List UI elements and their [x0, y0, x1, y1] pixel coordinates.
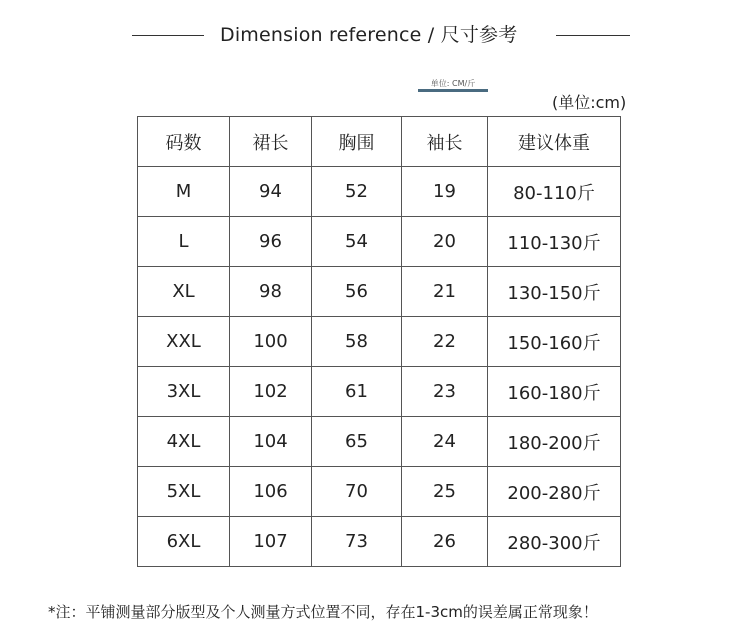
table-cell: XXL: [138, 317, 230, 367]
table-row: [138, 167, 621, 217]
column-header: 裙长: [230, 117, 312, 167]
column-header: 码数: [138, 117, 230, 167]
table-cell: 20: [402, 217, 488, 267]
table-cell: 280-300斤: [488, 517, 621, 567]
table-cell: 5XL: [138, 467, 230, 517]
page-title: Dimension reference / 尺寸参考: [220, 24, 518, 46]
table-cell: 180-200斤: [488, 417, 621, 467]
header-divider-right: [556, 35, 630, 36]
table-cell: 52: [312, 167, 402, 217]
table-cell: 98: [230, 267, 312, 317]
unit-badge: 单位: CM/斤: [418, 78, 488, 92]
size-table: [137, 116, 621, 567]
table-cell: 200-280斤: [488, 467, 621, 517]
header-divider-left: [132, 35, 204, 36]
table-cell: 104: [230, 417, 312, 467]
table-row: [138, 267, 621, 317]
table-cell: 4XL: [138, 417, 230, 467]
table-cell: 106: [230, 467, 312, 517]
table-cell: 80-110斤: [488, 167, 621, 217]
table-cell: 70: [312, 467, 402, 517]
table-cell: 3XL: [138, 367, 230, 417]
table-cell: 22: [402, 317, 488, 367]
table-cell: 160-180斤: [488, 367, 621, 417]
table-cell: 6XL: [138, 517, 230, 567]
table-cell: 24: [402, 417, 488, 467]
table-cell: 56: [312, 267, 402, 317]
table-cell: L: [138, 217, 230, 267]
table-cell: 130-150斤: [488, 267, 621, 317]
table-cell: 21: [402, 267, 488, 317]
table-cell: 65: [312, 417, 402, 467]
table-row: [138, 217, 621, 267]
table-row: [138, 367, 621, 417]
table-cell: 23: [402, 367, 488, 417]
table-cell: 73: [312, 517, 402, 567]
table-cell: XL: [138, 267, 230, 317]
table-cell: 102: [230, 367, 312, 417]
table-cell: 110-130斤: [488, 217, 621, 267]
table-cell: 107: [230, 517, 312, 567]
column-header: 胸围: [312, 117, 402, 167]
table-row: [138, 417, 621, 467]
table-cell: M: [138, 167, 230, 217]
table-row: [138, 467, 621, 517]
table-cell: 100: [230, 317, 312, 367]
unit-note: (单位:cm): [552, 93, 627, 112]
table-cell: 58: [312, 317, 402, 367]
table-cell: 150-160斤: [488, 317, 621, 367]
table-cell: 25: [402, 467, 488, 517]
table-header-row: [138, 117, 621, 167]
table-row: [138, 517, 621, 567]
table-cell: 26: [402, 517, 488, 567]
table-body: [138, 167, 621, 567]
column-header: 袖长: [402, 117, 488, 167]
footnote: *注：平铺测量部分版型及个人测量方式位置不同，存在1-3cm的误差属正常现象！: [48, 603, 598, 621]
table-cell: 94: [230, 167, 312, 217]
table-cell: 54: [312, 217, 402, 267]
table-cell: 19: [402, 167, 488, 217]
table-cell: 61: [312, 367, 402, 417]
column-header: 建议体重: [488, 117, 621, 167]
table-row: [138, 317, 621, 367]
table-cell: 96: [230, 217, 312, 267]
